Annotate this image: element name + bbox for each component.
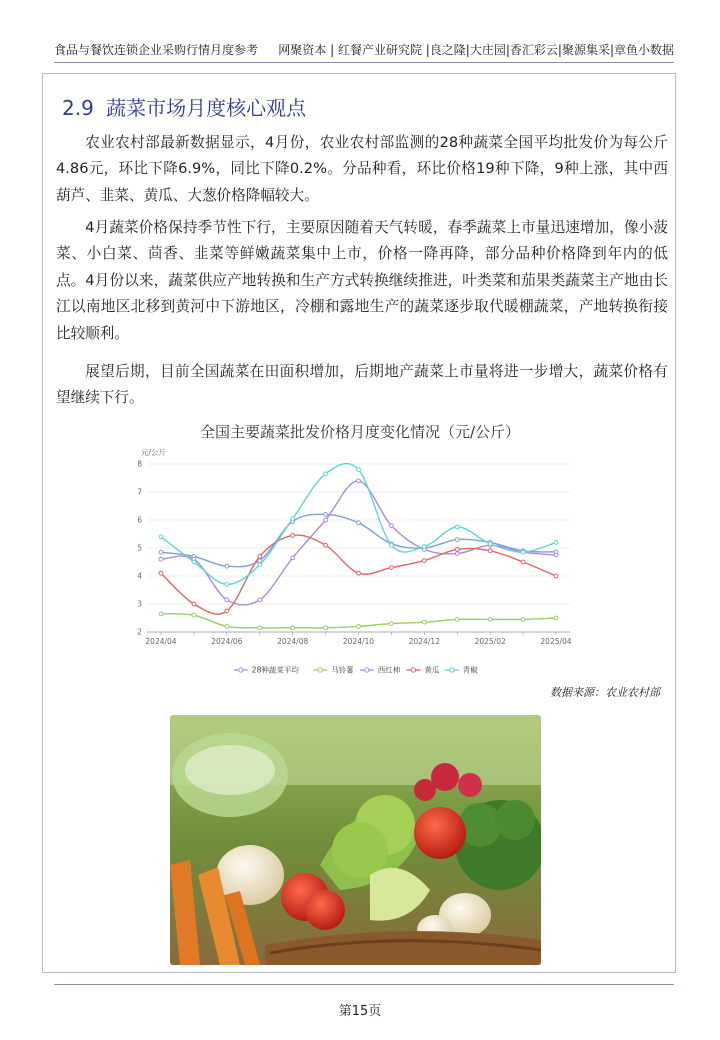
series-point-2 — [455, 552, 459, 556]
series-point-2 — [324, 518, 328, 522]
series-point-2 — [258, 598, 262, 602]
series-point-4 — [488, 542, 492, 546]
vegetables-photo — [170, 715, 541, 965]
series-point-1 — [324, 626, 328, 630]
series-point-3 — [225, 609, 229, 613]
series-point-1 — [521, 618, 525, 622]
series-point-3 — [159, 571, 163, 575]
section-number: 2.9 — [62, 96, 94, 120]
legend-label-0: 28种蔬菜平均 — [251, 665, 299, 675]
series-point-4 — [390, 543, 394, 547]
series-point-2 — [159, 557, 163, 561]
series-point-1 — [225, 625, 229, 629]
series-point-4 — [554, 541, 558, 545]
series-point-4 — [225, 583, 229, 587]
series-point-3 — [390, 566, 394, 570]
series-point-3 — [324, 543, 328, 547]
page-number: 第15页 — [338, 1004, 382, 1019]
series-point-4 — [455, 525, 459, 529]
series-point-1 — [192, 613, 196, 617]
x-tick-label: 2024/04 — [145, 637, 177, 646]
series-point-2 — [390, 524, 394, 528]
legend-marker-4 — [450, 668, 454, 672]
x-tick-label: 2025/02 — [474, 637, 506, 646]
series-point-4 — [159, 535, 163, 539]
section-heading — [62, 92, 306, 121]
series-point-0 — [225, 564, 229, 568]
y-axis-label: 元/公斤 — [141, 448, 167, 457]
legend-label-3: 黄瓜 — [424, 665, 440, 675]
series-point-4 — [258, 563, 262, 567]
source-note: 数据来源：农业农村部 — [550, 686, 660, 699]
x-tick-label: 2025/04 — [540, 637, 572, 646]
x-tick-label: 2024/06 — [211, 637, 243, 646]
legend-marker-3 — [411, 668, 415, 672]
series-point-3 — [554, 574, 558, 578]
series-point-0 — [324, 513, 328, 517]
series-point-2 — [554, 553, 558, 557]
legend-marker-0 — [239, 668, 243, 672]
series-point-1 — [159, 612, 163, 616]
header-right: 网聚资本 | 红餐产业研究院 |良之隆|大庄园|香汇彩云|聚源集采|章鱼小数据 — [278, 43, 674, 57]
series-point-4 — [291, 517, 295, 521]
legend-label-4: 青椒 — [462, 665, 478, 675]
series-point-2 — [357, 479, 361, 483]
series-point-3 — [192, 602, 196, 606]
series-point-4 — [422, 545, 426, 549]
series-point-1 — [291, 626, 295, 630]
series-point-0 — [258, 559, 262, 563]
series-point-1 — [390, 622, 394, 626]
series-point-3 — [357, 571, 361, 575]
x-tick-label: 2024/08 — [277, 637, 309, 646]
legend-label-1: 马铃薯 — [331, 665, 354, 675]
footer-divider — [54, 984, 674, 985]
series-point-1 — [357, 625, 361, 629]
series-point-0 — [455, 538, 459, 542]
series-point-1 — [488, 618, 492, 622]
header-left: 食品与餐饮连锁企业采购行情月度参考 — [54, 43, 259, 57]
series-point-4 — [324, 472, 328, 476]
series-point-3 — [455, 548, 459, 552]
legend-label-2: 西红柿 — [377, 665, 401, 675]
y-tick-label: 4 — [137, 571, 142, 581]
series-point-4 — [192, 560, 196, 564]
header-divider — [54, 62, 674, 63]
y-tick-label: 6 — [137, 515, 142, 525]
y-tick-label: 2 — [137, 627, 142, 637]
series-point-0 — [357, 521, 361, 525]
y-tick-label: 8 — [137, 459, 142, 469]
series-point-3 — [488, 549, 492, 553]
y-tick-label: 3 — [137, 599, 142, 609]
price-line-chart — [120, 443, 590, 688]
section-title: 蔬菜市场月度核心观点 — [106, 96, 307, 120]
series-point-2 — [291, 556, 295, 560]
series-point-4 — [357, 468, 361, 472]
series-point-2 — [225, 598, 229, 602]
chart-title: 全国主要蔬菜批发价格月度变化情况（元/公斤） — [199, 423, 521, 441]
series-point-1 — [455, 618, 459, 622]
legend-marker-2 — [365, 668, 369, 672]
series-point-3 — [422, 559, 426, 563]
series-point-3 — [258, 555, 262, 559]
y-tick-label: 7 — [137, 487, 142, 497]
series-point-4 — [521, 550, 525, 554]
series-point-1 — [422, 620, 426, 624]
y-tick-label: 5 — [137, 543, 142, 553]
series-point-1 — [258, 626, 262, 630]
series-point-0 — [159, 550, 163, 554]
series-point-3 — [291, 534, 295, 538]
series-point-1 — [554, 616, 558, 620]
paragraph-2: 4月蔬菜价格保持季节性下行，主要原因随着天气转暖，春季蔬菜上市量迅速增加，像小菠菜、小白菜、茴香、韭菜等鲜嫩蔬菜集中上市，价格一降再降，部分品种价格降到年内的低点。4月份以来，蔬菜供应产地转换和生产方式转换继续推进，叶类菜和茄果类蔬菜主产地由长江以南地区北移到黄河中下游地区，冷棚和露地生产的蔬菜逐步取代暖棚蔬菜，产地转换衔接比较顺利。 — [56, 219, 668, 342]
series-line-2 — [161, 481, 556, 605]
x-tick-label: 2024/12 — [408, 637, 440, 646]
paragraph-1: 农业农村部最新数据显示，4月份，农业农村部监测的28种蔬菜全国平均批发价为每公斤4.86元，环比下降6.9%，同比下降0.2%。分品种看，环比价格19种下降，9种上涨，其中西葫芦、韭菜、黄瓜、大葱价格降幅较大。 — [56, 134, 668, 204]
paragraph-3: 展望后期，目前全国蔬菜在田面积增加，后期地产蔬菜上市量将进一步增大，蔬菜价格有望继续下行。 — [56, 363, 668, 407]
legend-marker-1 — [318, 668, 322, 672]
series-point-3 — [521, 560, 525, 564]
x-tick-label: 2024/10 — [342, 637, 375, 646]
